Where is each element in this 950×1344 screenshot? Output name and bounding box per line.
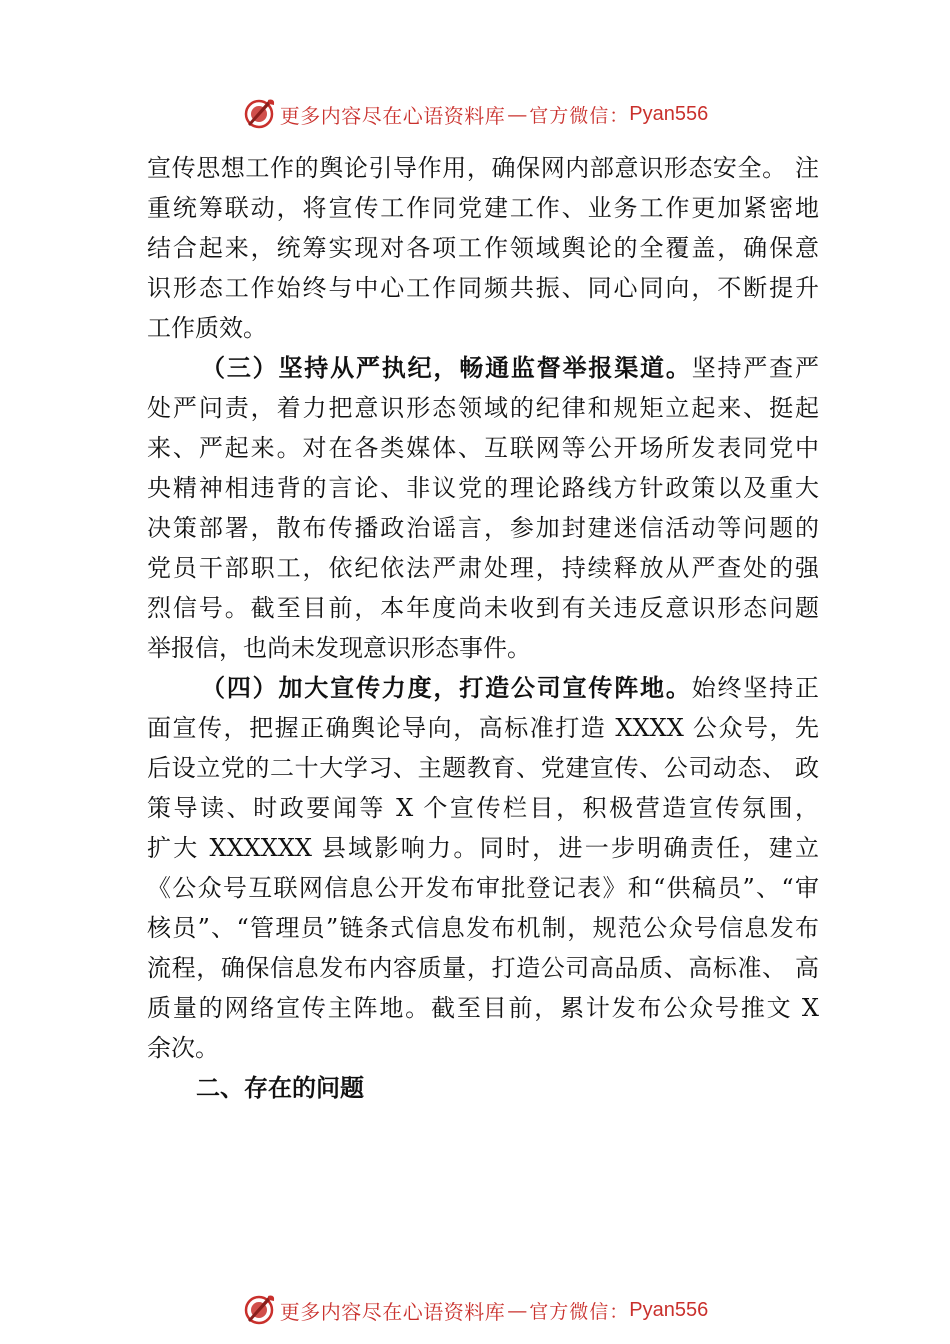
quill-seal-logo-icon bbox=[242, 96, 278, 132]
paragraph-lead-line bbox=[147, 348, 819, 388]
banner-separator: — bbox=[507, 102, 528, 126]
body-line: 识形态工作始终与中心工作同频共振、同心同向，不断提升 bbox=[147, 274, 819, 302]
body-line: 工作质效。 bbox=[147, 314, 267, 342]
body-line: 结合起来，统筹实现对各项工作领域舆论的全覆盖，确保意 bbox=[147, 234, 819, 262]
banner-wechat-label: 官方微信： bbox=[529, 1300, 630, 1323]
body-line: 后设立党的二十大学习、主题教育、党建宣传、公司动态、 政 bbox=[147, 754, 819, 782]
footer-banner bbox=[0, 1290, 950, 1330]
body-line: 决策部署，散布传播政治谣言，参加封建迷信活动等问题的 bbox=[147, 514, 819, 542]
banner-separator: — bbox=[507, 1298, 528, 1322]
body-line: 宣传思想工作的舆论引导作用，确保网内部意识形态安全。 注 bbox=[147, 154, 819, 182]
document-body bbox=[147, 148, 819, 1068]
body-line: 央精神相违背的言论、非议党的理论路线方针政策以及重大 bbox=[147, 474, 819, 502]
header-banner bbox=[0, 94, 950, 134]
banner-text: 更多内容尽在心语资料库 bbox=[279, 1299, 506, 1324]
body-text: 坚持严查严 bbox=[691, 354, 820, 382]
section-heading: 二、存在的问题 bbox=[196, 1074, 364, 1102]
banner-wechat-id: Pyan556 bbox=[629, 1298, 709, 1321]
banner-wechat-label: 官方微信： bbox=[529, 104, 630, 127]
body-line: 核员”、“管理员”链条式信息发布机制，规范公众号信息发布 bbox=[147, 914, 819, 942]
body-line: 余次。 bbox=[147, 1034, 219, 1062]
body-line: 流程，确保信息发布内容质量，打造公司高品质、高标准、 高 bbox=[147, 954, 819, 982]
body-text: 始终坚持正 bbox=[691, 674, 820, 702]
paragraph-lead-line bbox=[147, 668, 819, 708]
body-line: 举报信，也尚未发现意识形态事件。 bbox=[147, 634, 531, 662]
banner-wechat-id: Pyan556 bbox=[629, 102, 709, 125]
body-line: 来、严起来。对在各类媒体、互联网等公开场所发表同党中 bbox=[147, 434, 819, 462]
quill-seal-logo-icon bbox=[242, 1292, 278, 1328]
banner-text: 更多内容尽在心语资料库 bbox=[279, 103, 506, 128]
body-line: 烈信号。截至目前，本年度尚未收到有关违反意识形态问题 bbox=[147, 594, 819, 622]
subsection-title: （四）加大宣传力度，打造公司宣传阵地。 bbox=[201, 673, 692, 702]
body-line: 扩大 XXXXXX 县域影响力。同时，进一步明确责任，建立 bbox=[147, 834, 819, 862]
body-line: 面宣传，把握正确舆论导向，高标准打造 XXXX 公众号，先 bbox=[147, 714, 819, 742]
subsection-title: （三）坚持从严执纪，畅通监督举报渠道。 bbox=[201, 353, 692, 382]
body-line: 重统筹联动，将宣传工作同党建工作、业务工作更加紧密地 bbox=[147, 194, 819, 222]
body-line: 处严问责，着力把意识形态领域的纪律和规矩立起来、挺起 bbox=[147, 394, 819, 422]
body-line: 质量的网络宣传主阵地。截至目前，累计发布公众号推文 X bbox=[147, 994, 819, 1022]
body-line: 策导读、时政要闻等 X 个宣传栏目，积极营造宣传氛围， bbox=[147, 794, 819, 822]
body-line: 党员干部职工，依纪依法严肃处理，持续释放从严查处的强 bbox=[147, 554, 819, 582]
body-line: 《公众号互联网信息公开发布审批登记表》和“供稿员”、“审 bbox=[147, 874, 819, 902]
